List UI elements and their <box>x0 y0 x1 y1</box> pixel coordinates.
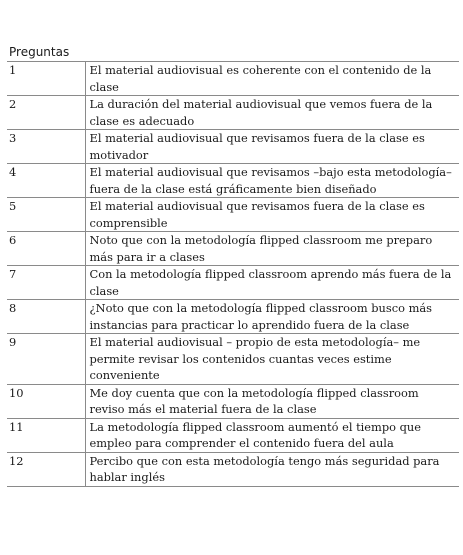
table-header: Preguntas <box>9 45 70 59</box>
question-number: 5 <box>7 198 85 232</box>
question-text: La duración del material audiovisual que vemos fuera de la clase es adecuado <box>85 96 459 130</box>
question-text: El material audiovisual es coherente con el contenido de la clase <box>85 62 459 96</box>
table-row <box>7 334 459 385</box>
table-row <box>7 418 459 452</box>
question-number: 7 <box>7 266 85 300</box>
question-number: 6 <box>7 232 85 266</box>
question-text: Percibo que con esta metodología tengo más seguridad para hablar inglés <box>85 452 459 486</box>
table-row <box>7 130 459 164</box>
question-text: Noto que con la metodología flipped classroom me preparo más para ir a clases <box>85 232 459 266</box>
question-number: 1 <box>7 62 85 96</box>
question-number: 9 <box>7 334 85 385</box>
question-text: El material audiovisual – propio de esta metodología– me permite revisar los contenidos cuantas veces estime conveniente <box>85 334 459 385</box>
question-text: ¿Noto que con la metodología flipped classroom busco más instancias para practicar lo aprendido fuera de la clase <box>85 300 459 334</box>
question-text: El material audiovisual que revisamos fuera de la clase es motivador <box>85 130 459 164</box>
question-text: Con la metodología flipped classroom aprendo más fuera de la clase <box>85 266 459 300</box>
questions-document <box>7 44 459 487</box>
table-row <box>7 300 459 334</box>
question-number: 2 <box>7 96 85 130</box>
question-text: Me doy cuenta que con la metodología flipped classroom reviso más el material fuera de la clase <box>85 384 459 418</box>
question-number: 12 <box>7 452 85 486</box>
table-row <box>7 96 459 130</box>
table-row <box>7 62 459 96</box>
questions-table <box>7 61 459 487</box>
question-text: La metodología flipped classroom aumentó el tiempo que empleo para comprender el contenido fuera del aula <box>85 418 459 452</box>
table-row <box>7 164 459 198</box>
table-row <box>7 384 459 418</box>
question-number: 10 <box>7 384 85 418</box>
question-text: El material audiovisual que revisamos –bajo esta metodología– fuera de la clase está gráficamente bien diseñado <box>85 164 459 198</box>
table-row <box>7 452 459 486</box>
table-row <box>7 198 459 232</box>
question-number: 8 <box>7 300 85 334</box>
table-row <box>7 266 459 300</box>
question-number: 4 <box>7 164 85 198</box>
question-number: 3 <box>7 130 85 164</box>
question-text: El material audiovisual que revisamos fuera de la clase es comprensible <box>85 198 459 232</box>
question-number: 11 <box>7 418 85 452</box>
table-row <box>7 232 459 266</box>
